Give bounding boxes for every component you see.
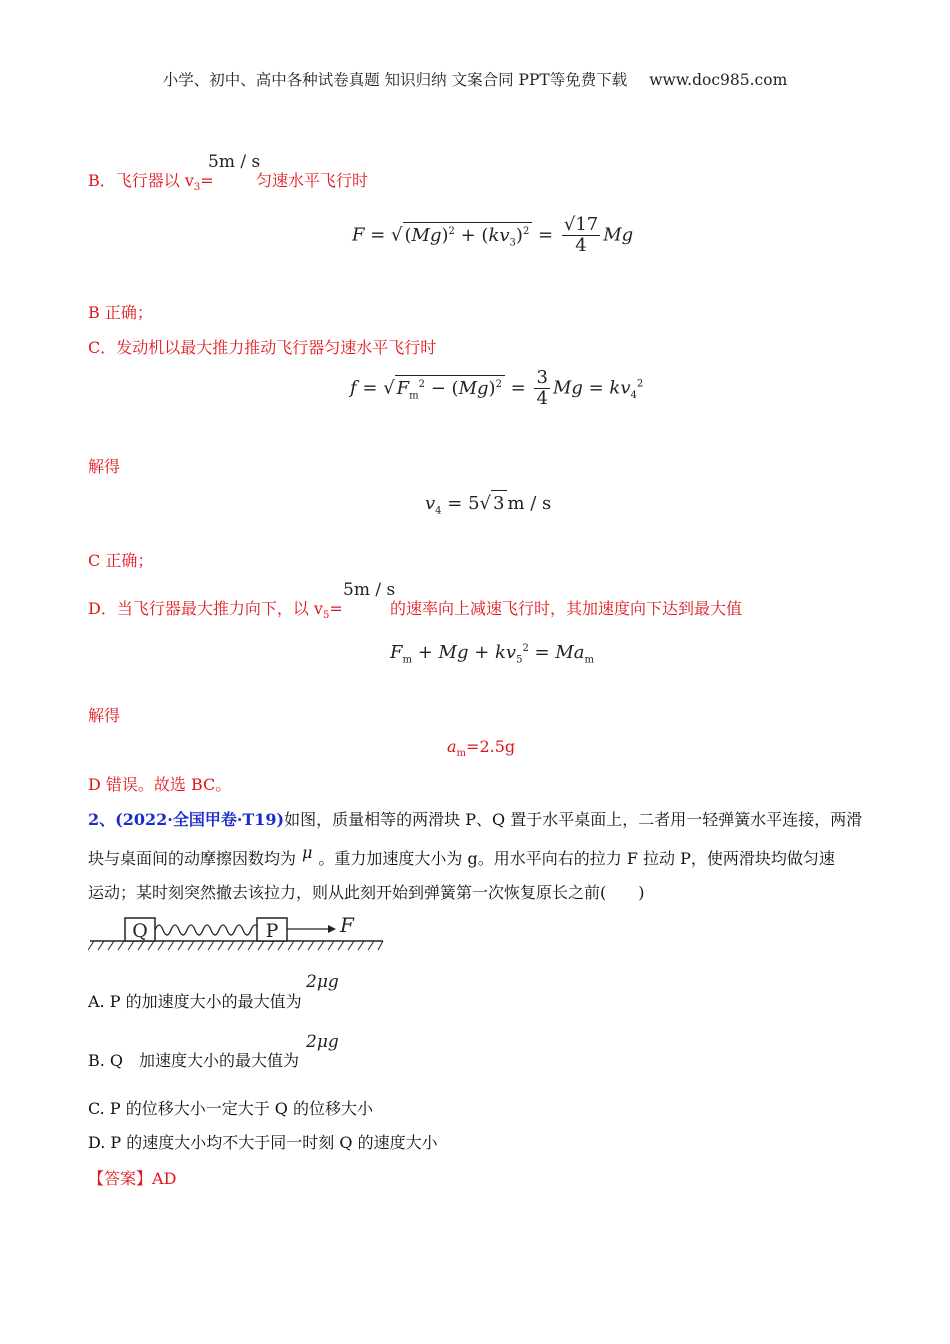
answer-label: 【答案】: [88, 1169, 153, 1188]
c-correct: C 正确；: [88, 551, 154, 570]
option-b-line: B．飞行器以 $v_3=$: [88, 171, 214, 194]
force-label: F: [340, 913, 354, 937]
solve-label-1: 解得: [88, 457, 121, 476]
spring-blocks-diagram: [88, 908, 388, 958]
option-b: B. Q 加速度大小的最大值为: [88, 1051, 300, 1070]
diagram-svg: [88, 908, 388, 958]
option-c-line: C．发动机以最大推力推动飞行器匀速水平飞行时: [88, 338, 437, 357]
option-a: A. P 的加速度大小的最大值为: [88, 992, 302, 1011]
mu-symbol: μ: [302, 843, 313, 862]
answer-line: [88, 1166, 176, 1189]
d-wrong: D 错误。故选 BC。: [88, 775, 232, 794]
formula-v4: $v_4 = 5√$ 3 m / s: [425, 490, 551, 517]
option-d-suffix: 的速率向上减速飞行时，其加速度向下达到最大值: [390, 599, 743, 618]
option-b-suffix: 匀速水平飞行时: [256, 171, 369, 190]
b-correct: B 正确；: [88, 303, 153, 322]
option-d: D. P 的速度大小均不大于同一时刻 Q 的速度大小: [88, 1133, 438, 1152]
page-header: [0, 68, 950, 90]
q2-stem-line3: 运动；某时刻突然撤去该拉力，则从此刻开始到弹簧第一次恢复原长之前( ): [88, 883, 645, 902]
speed-v3: 5m / s: [208, 152, 261, 172]
speed-v5: 5m / s: [343, 580, 396, 600]
q2-stem-line2: 块与桌面间的动摩擦因数均为 μ 。重力加速度大小为 g。用水平向右的拉力 F 拉动 P，使两滑块均做匀速: [88, 843, 835, 868]
formula-f-total: F = √ $(Mg)^2 + (kv_3)^2$ = $\frac{√17}{4}$ Mg: [352, 214, 634, 256]
answer-value: AD: [152, 1169, 177, 1188]
header-site: www.doc985.com: [649, 71, 788, 89]
option-b-value: 2μg: [306, 1032, 339, 1052]
solve-label-2: 解得: [88, 706, 121, 725]
result-am: $a_m=2.5g$: [447, 737, 516, 760]
block-p-label: P: [265, 920, 279, 942]
ground-hatch: [88, 941, 383, 950]
formula-d: $F_m + Mg + kv_5^2 = Ma_m$: [390, 642, 595, 666]
option-d-line: D．当飞行器最大推力向下，以 $v_5=$: [88, 599, 343, 622]
option-c: C. P 的位移大小一定大于 Q 的位移大小: [88, 1099, 373, 1118]
formula-friction: f = √ $F_m^2 - (Mg)^2$ = $\frac{3}{4}$ $Mg = kv_4^2$: [350, 367, 644, 409]
force-arrow-head: [328, 925, 336, 933]
option-a-value: 2μg: [306, 972, 339, 992]
header-text: 小学、初中、高中各种试卷真题 知识归纳 文案合同 PPT等免费下载: [162, 71, 628, 89]
block-q-label: Q: [132, 920, 148, 942]
q2-stem-line1: 2、(2022·全国甲卷·T19)如图，质量相等的两滑块 P、Q 置于水平桌面上，二者用一轻弹簧水平连接，两滑: [88, 810, 863, 829]
